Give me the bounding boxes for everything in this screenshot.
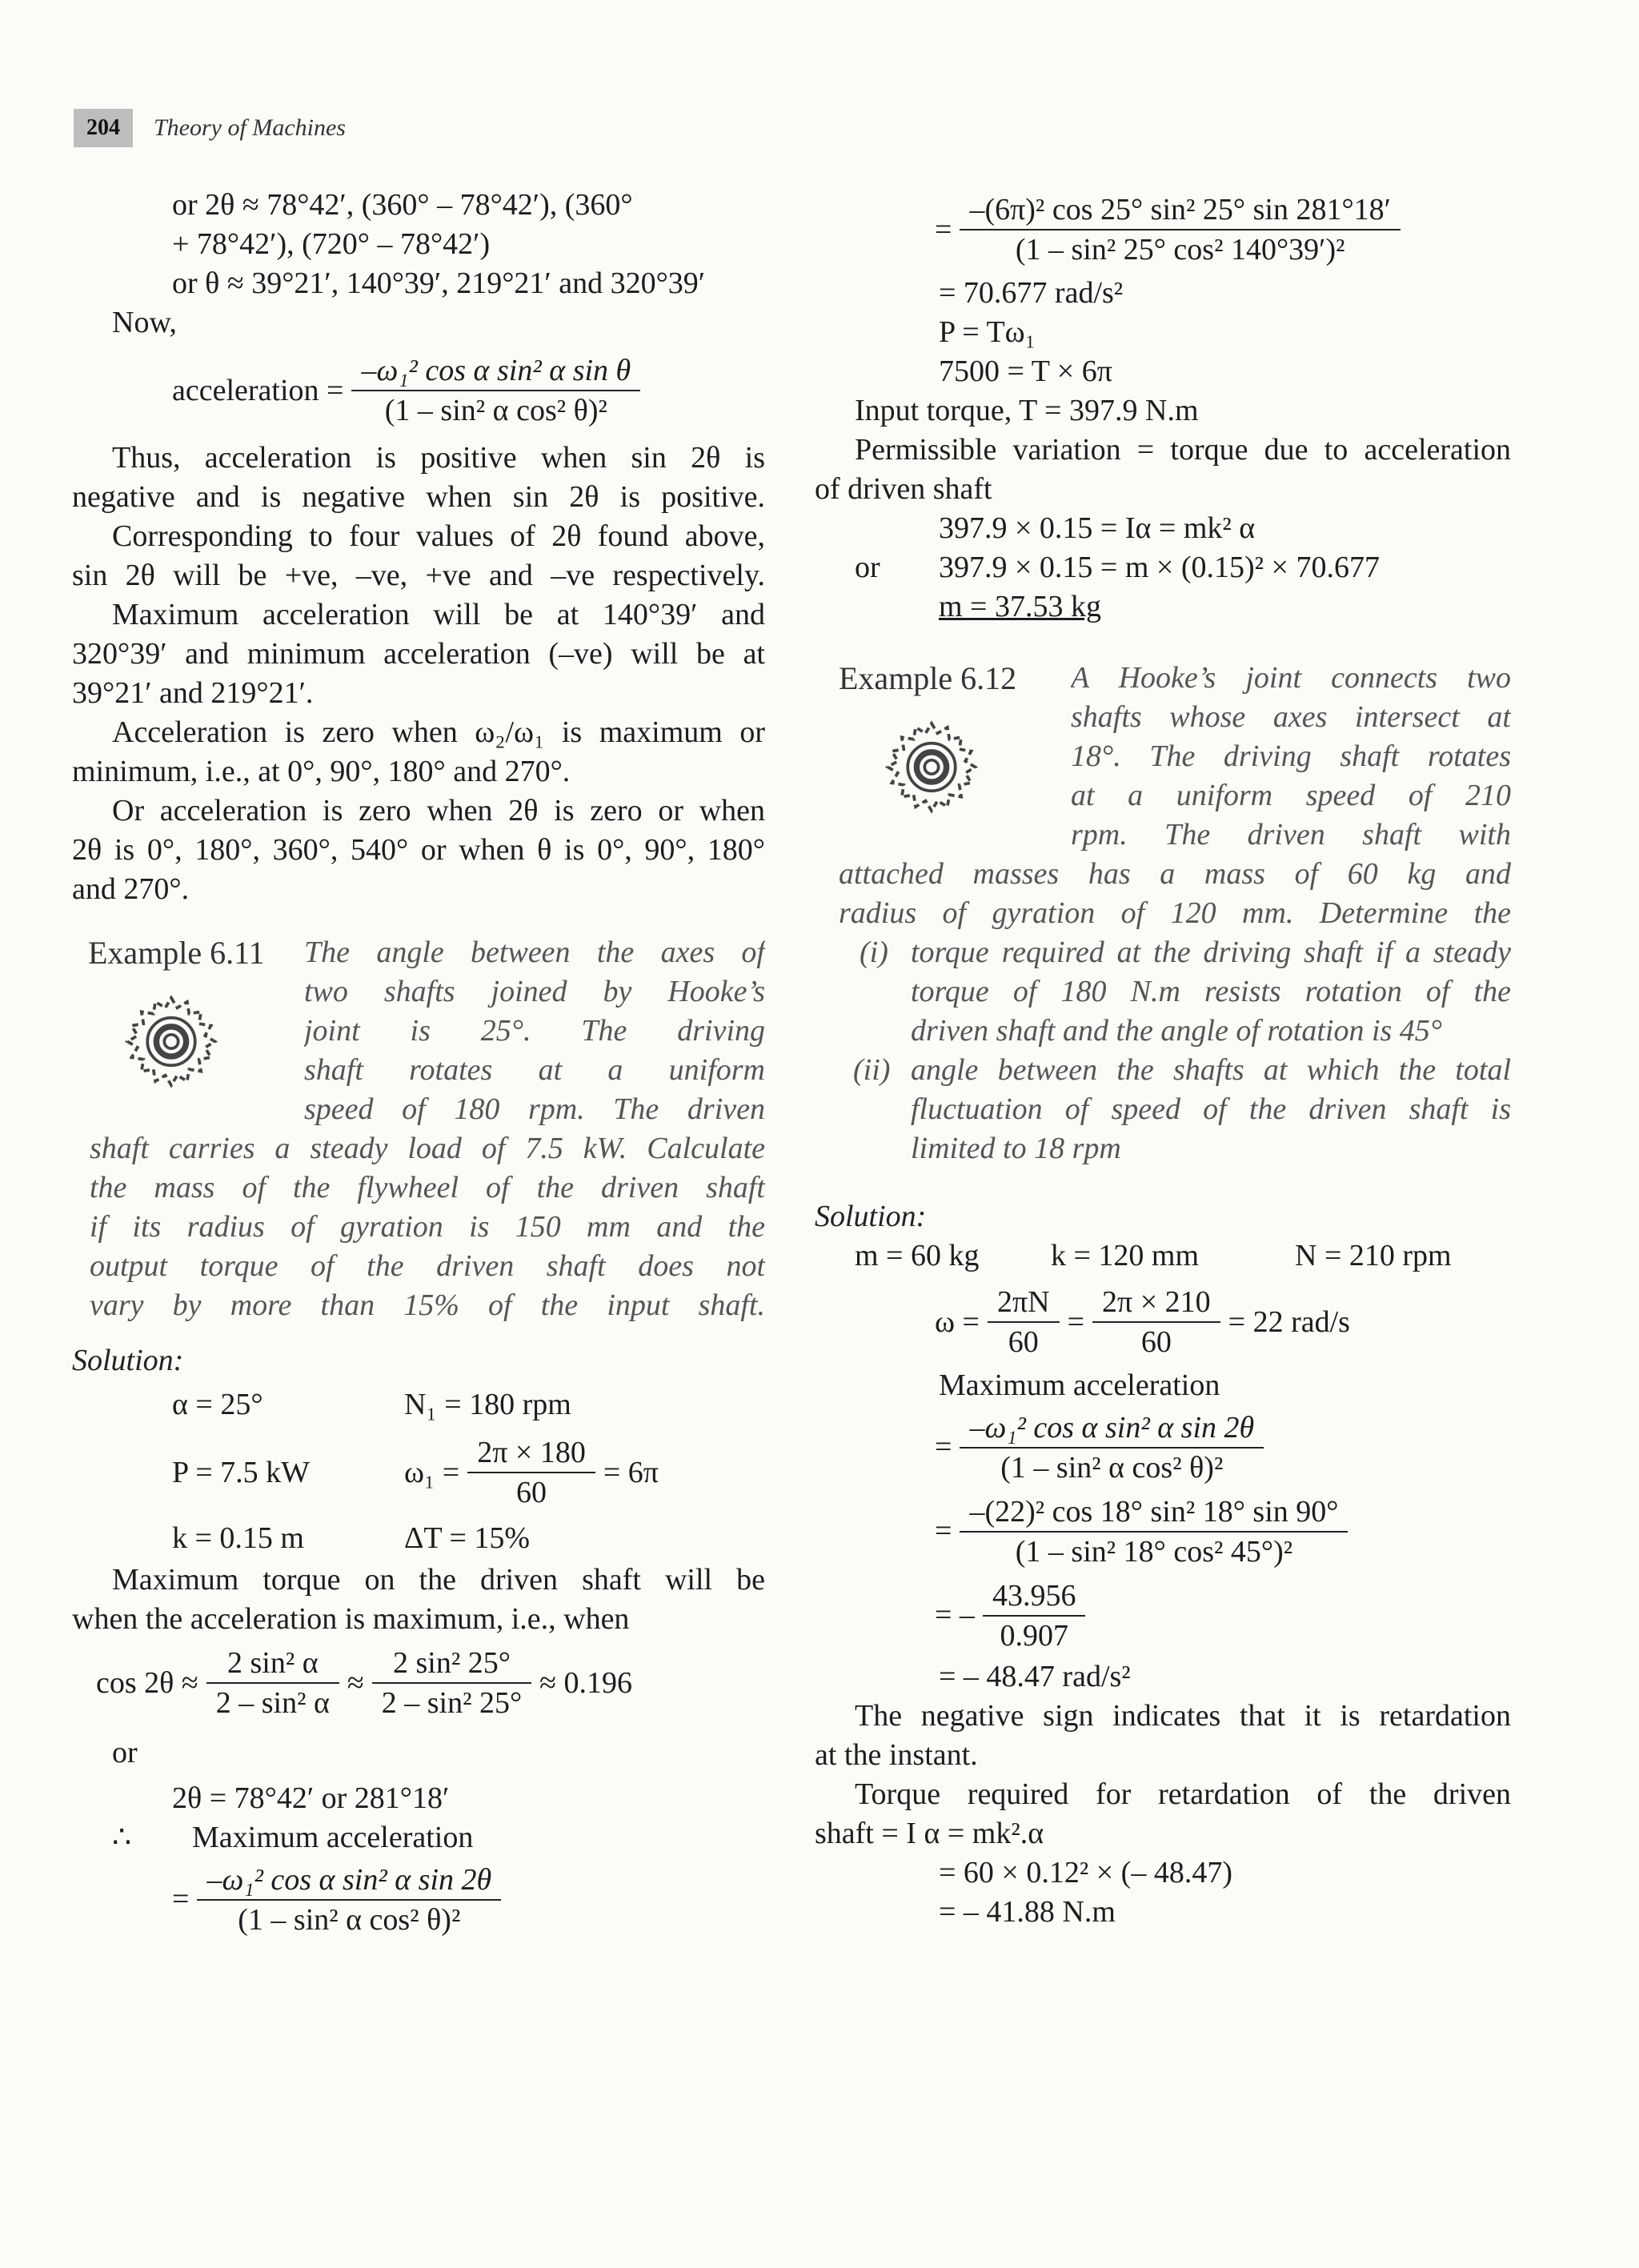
text-line: A Hooke’s joint connects two (1071, 661, 1511, 695)
left-column (72, 186, 765, 1941)
eq-sign: = (935, 1430, 952, 1464)
equation-max-acc-values (815, 1489, 1511, 1573)
denominator: (1 – sin² 25° cos² 140°39′)² (1015, 233, 1345, 266)
item-label: (ii) (853, 1053, 891, 1087)
text-line: Or acceleration is zero when 2θ is zero or when (112, 794, 765, 827)
text-line: The negative sign indicates that it is retardation (855, 1699, 1511, 1733)
example-6-12 (815, 659, 1511, 1168)
numerator: –ω₁² cos α sin² α sin 2θ (197, 1861, 501, 1901)
numerator: –(6π)² cos 25° sin² 25° sin 281°18′ (960, 190, 1401, 230)
denominator: (1 – sin² α cos² θ)² (238, 1902, 461, 1937)
text-line: 2θ is 0°, 180°, 360°, 540° or when θ is 0°, 90°, 180° (72, 833, 765, 867)
running-title: Theory of Machines (154, 114, 346, 141)
text-line: Corresponding to four values of 2θ found above, (112, 519, 765, 553)
text-line: at a uniform speed of 210 (1071, 779, 1511, 812)
text-line: 397.9 × 0.15 = m × (0.15)² × 70.677 (939, 551, 1380, 584)
text-line: attached masses has a mass of 60 kg and (839, 857, 1511, 891)
therefore-line (72, 1818, 765, 1857)
denominator: 60 (1140, 1325, 1172, 1359)
paragraph-acceleration-sign (72, 439, 765, 909)
text-line: two shafts joined by Hooke’s (304, 975, 765, 1008)
text-line: 2θ = 78°42′ or 281°18′ (172, 1781, 450, 1815)
fraction (983, 1577, 1086, 1655)
given-alpha: α = 25° (172, 1387, 263, 1421)
given-row (72, 1517, 765, 1561)
fraction (1092, 1283, 1220, 1361)
example-text-side (1071, 659, 1511, 855)
text-line: output torque of the driven shaft does not (90, 1249, 765, 1283)
text-line: angle between the shafts at which the total (911, 1053, 1511, 1087)
fraction (960, 1493, 1348, 1571)
numerator: 2 sin² 25° (372, 1644, 531, 1684)
denominator: (1 – sin² α cos² θ)² (1000, 1450, 1224, 1485)
text-line: the mass of the flywheel of the driven shaft (90, 1171, 765, 1204)
text-line: Maximum acceleration will be at 140°39′ and (112, 598, 765, 631)
result-line (815, 587, 1511, 627)
text-line: when the acceleration is maximum, i.e., when (72, 1602, 630, 1636)
numerator: –(22)² cos 18° sin² 18° sin 90° (960, 1493, 1348, 1533)
given-k: k = 0.15 m (172, 1521, 304, 1555)
denominator: 2 – sin² α (215, 1686, 330, 1720)
given-power: P = 7.5 kW (172, 1455, 311, 1489)
text-line: Torque required for retardation of the driven (855, 1777, 1511, 1811)
fraction (206, 1644, 339, 1722)
fraction (351, 351, 640, 430)
given-row (72, 1380, 765, 1429)
text-line: limited to 18 rpm (911, 1132, 1121, 1165)
given-row (815, 1236, 1511, 1278)
text-line: 39°21′ and 219°21′. (72, 676, 314, 710)
equation-omega (815, 1278, 1511, 1366)
approx-sign: ≈ (347, 1665, 364, 1700)
equation-max-acc-result (815, 1573, 1511, 1657)
given-mass: m = 60 kg (855, 1239, 980, 1272)
text-line: at the instant. (815, 1738, 978, 1772)
given-n1: N₁ = 180 rpm (404, 1387, 571, 1421)
text-line: P = Tω₁ (939, 315, 1036, 349)
given-delta-t: ΔT = 15% (404, 1521, 531, 1555)
text-line: Maximum torque on the driven shaft will be (112, 1563, 765, 1597)
fraction (372, 1644, 531, 1722)
omega1-label: ω₁ = (404, 1455, 460, 1489)
gear-icon (122, 990, 221, 1089)
text-line: Input torque, T = 397.9 N.m (855, 394, 1199, 427)
equation-r1 (815, 186, 1511, 274)
example-item-ii (815, 1051, 1511, 1168)
example-text-side (304, 933, 765, 1129)
text-line: The angle between the axes of (304, 936, 765, 969)
text-line: shaft rotates at a uniform (304, 1053, 765, 1087)
text-line: shafts whose axes intersect at (1071, 700, 1511, 734)
text-line: 18°. The driving shaft rotates (1071, 739, 1511, 773)
text-line: negative and is negative when sin 2θ is positive. (72, 480, 765, 514)
equation-max-acceleration (72, 1857, 765, 1941)
text-line: joint is 25°. The driving (304, 1014, 765, 1048)
example-item-i (815, 933, 1511, 1051)
text-line: fluctuation of speed of the driven shaft is (911, 1092, 1511, 1126)
text-line: and 270°. (72, 872, 190, 906)
eq-label: ω = (935, 1304, 980, 1339)
equation-max-acc-general (815, 1405, 1511, 1489)
text-line: = 60 × 0.12² × (– 48.47) (939, 1856, 1232, 1889)
text-line: 397.9 × 0.15 = Iα = mk² α (939, 511, 1256, 545)
denominator: 2 – sin² 25° (381, 1686, 523, 1720)
example-text-full (815, 855, 1511, 933)
eq-sign: = (172, 1882, 190, 1916)
example-text-full (72, 1129, 765, 1325)
text-line: sin 2θ will be +ve, –ve, +ve and –ve respectively. (72, 559, 765, 592)
text-line: or (112, 1736, 138, 1769)
text-line: Maximum acceleration (939, 1368, 1220, 1402)
text-line: or θ ≈ 39°21′, 140°39′, 219°21′ and 320°39′ (172, 266, 706, 300)
text-line: 320°39′ and minimum acceleration (–ve) will be at (72, 637, 765, 671)
example-label: Example 6.12 (839, 660, 1017, 696)
fraction (960, 1408, 1264, 1487)
eq-result: = 22 rad/s (1228, 1304, 1350, 1339)
given-k: k = 120 mm (1051, 1239, 1200, 1272)
numerator: 43.956 (983, 1577, 1086, 1617)
gear-icon (882, 715, 981, 815)
text-line: shaft = I α = mk².α (815, 1817, 1044, 1850)
numerator: 2π × 210 (1092, 1283, 1220, 1323)
running-header (74, 109, 346, 147)
text-line: Acceleration is zero when ω₂/ω₁ is maximum or (112, 715, 765, 749)
given-n: N = 210 rpm (1295, 1239, 1452, 1272)
text-line: Now, (112, 306, 177, 339)
text-line: rpm. The driven shaft with (1071, 818, 1511, 852)
eq-sign: = – (935, 1598, 975, 1632)
given-row (72, 1429, 765, 1517)
example-6-11 (72, 933, 765, 1325)
text-line: shaft carries a steady load of 7.5 kW. Calculate (90, 1132, 765, 1165)
text-line: if its radius of gyration is 150 mm and the (90, 1210, 765, 1244)
fraction (197, 1861, 501, 1939)
fraction (467, 1433, 595, 1512)
or-label: or (855, 551, 880, 584)
text-line: minimum, i.e., at 0°, 90°, 180° and 270°. (72, 755, 571, 788)
numerator: 2 sin² α (206, 1644, 339, 1684)
denominator: (1 – sin² 18° cos² 45°)² (1015, 1534, 1293, 1569)
solution-label: Solution: (72, 1344, 184, 1377)
or-line (815, 548, 1511, 587)
text-line: Permissible variation = torque due to acceleration (855, 433, 1511, 467)
solution-label: Solution: (815, 1200, 927, 1233)
therefore-sign: ∴ (112, 1821, 132, 1854)
numerator: –ω₁² cos α sin² α sin 2θ (960, 1408, 1264, 1449)
text-line: + 78°42′), (720° – 78°42′) (172, 227, 491, 261)
text-line: of driven shaft (815, 472, 992, 506)
example-label: Example 6.11 (88, 935, 265, 971)
equation-acceleration (72, 343, 765, 439)
eq-label: cos 2θ ≈ (96, 1665, 198, 1700)
text-line: Thus, acceleration is positive when sin 2θ is (112, 441, 765, 475)
text-line: vary by more than 15% of the input shaft. (90, 1288, 765, 1322)
denominator: 0.907 (1000, 1618, 1068, 1653)
text-line: radius of gyration of 120 mm. Determine the (839, 896, 1511, 930)
text-line: torque of 180 N.m resists rotation of the (911, 975, 1511, 1008)
fraction (960, 190, 1401, 269)
eq-sign: = (1067, 1304, 1085, 1339)
eq-result: ≈ 0.196 (539, 1665, 633, 1700)
text-line: = – 41.88 N.m (939, 1895, 1116, 1929)
text-line: torque required at the driving shaft if a steady (911, 936, 1511, 969)
eq-label: acceleration = (172, 373, 344, 407)
page-number: 204 (74, 109, 133, 147)
text-line: = 70.677 rad/s² (939, 276, 1124, 310)
denominator: 60 (516, 1476, 547, 1509)
denominator: (1 – sin² α cos² θ)² (384, 394, 607, 427)
text-line: Maximum acceleration (192, 1821, 474, 1854)
text-line: speed of 180 rpm. The driven (304, 1092, 765, 1126)
mass-result: m = 37.53 kg (939, 590, 1101, 623)
text-line: driven shaft and the angle of rotation is 45° (911, 1014, 1442, 1048)
omega1-result: = 6π (603, 1455, 659, 1489)
numerator: 2π × 180 (467, 1433, 595, 1473)
numerator: 2πN (988, 1283, 1060, 1323)
numerator: –ω₁² cos α sin² α sin θ (351, 351, 640, 391)
denominator: 60 (1008, 1325, 1039, 1359)
text-line: = – 48.47 rad/s² (939, 1660, 1131, 1693)
eq-sign: = (935, 1514, 952, 1548)
right-column (815, 186, 1511, 1932)
eq-sign: = (935, 212, 952, 246)
text-line: or 2θ ≈ 78°42′, (360° – 78°42′), (360° (172, 188, 633, 222)
fraction (988, 1283, 1060, 1361)
text-line: 7500 = T × 6π (939, 355, 1112, 388)
equation-cos2theta (72, 1639, 765, 1727)
item-label: (i) (860, 936, 888, 969)
